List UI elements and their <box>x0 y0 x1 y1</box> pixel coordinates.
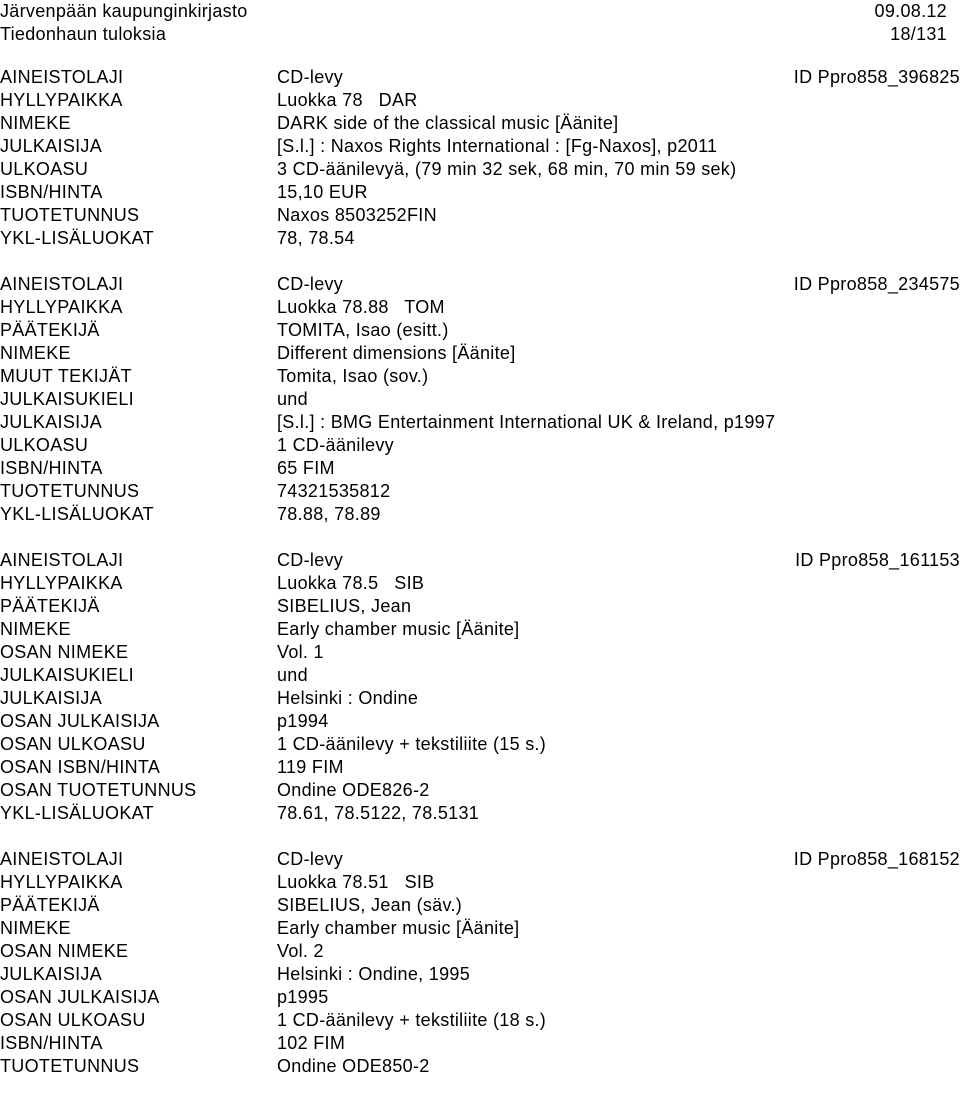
field-label: PÄÄTEKIJÄ <box>0 320 100 340</box>
record-field-row <box>0 1032 960 1055</box>
field-value: DARK side of the classical music [Äänite] <box>277 113 619 133</box>
field-value: 78.88, 78.89 <box>277 504 381 524</box>
record <box>0 66 960 250</box>
field-label: JULKAISUKIELI <box>0 665 134 685</box>
field-label: NIMEKE <box>0 619 71 639</box>
field-label: JULKAISUKIELI <box>0 389 134 409</box>
record-field-row <box>0 871 960 894</box>
record-field-row <box>0 802 960 825</box>
record-field-row <box>0 549 960 572</box>
record-field-row <box>0 365 960 388</box>
field-label: JULKAISIJA <box>0 688 103 708</box>
field-label: ISBN/HINTA <box>0 1033 103 1053</box>
record <box>0 273 960 526</box>
field-label: TUOTETUNNUS <box>0 205 140 225</box>
field-value: CD-levy <box>277 849 344 869</box>
field-value: Vol. 2 <box>277 941 324 961</box>
field-label: AINEISTOLAJI <box>0 67 124 87</box>
field-label: YKL-LISÄLUOKAT <box>0 803 154 823</box>
record-field-row <box>0 227 960 250</box>
field-value: 15,10 EUR <box>277 182 368 202</box>
field-value: Luokka 78.5 SIB <box>277 573 425 593</box>
field-label: HYLLYPAIKKA <box>0 297 123 317</box>
field-label: NIMEKE <box>0 918 71 938</box>
field-value: p1995 <box>277 987 329 1007</box>
field-value: 74321535812 <box>277 481 391 501</box>
record-field-row <box>0 503 960 526</box>
record-field-row <box>0 296 960 319</box>
record <box>0 848 960 1078</box>
record-field-row <box>0 342 960 365</box>
record-field-row <box>0 411 960 434</box>
record-field-row <box>0 204 960 227</box>
field-value: 65 FIM <box>277 458 335 478</box>
field-label: JULKAISIJA <box>0 136 103 156</box>
page-header <box>0 0 960 46</box>
record-field-row <box>0 917 960 940</box>
field-label: ISBN/HINTA <box>0 182 103 202</box>
record-field-row <box>0 848 960 871</box>
field-value: Luokka 78.88 TOM <box>277 297 445 317</box>
field-label: OSAN ISBN/HINTA <box>0 757 161 777</box>
field-label: PÄÄTEKIJÄ <box>0 596 100 616</box>
field-label: OSAN NIMEKE <box>0 941 129 961</box>
field-label: NIMEKE <box>0 113 71 133</box>
record-field-row <box>0 710 960 733</box>
record-field-row <box>0 779 960 802</box>
record-field-row <box>0 664 960 687</box>
record-field-row <box>0 273 960 296</box>
record-id: ID Ppro858_168152 <box>793 849 960 869</box>
field-value: Naxos 8503252FIN <box>277 205 437 225</box>
record-field-row <box>0 66 960 89</box>
field-value: Helsinki : Ondine <box>277 688 419 708</box>
record-field-row <box>0 112 960 135</box>
field-label: OSAN NIMEKE <box>0 642 129 662</box>
record-field-row <box>0 963 960 986</box>
record-field-row <box>0 480 960 503</box>
record-id: ID Ppro858_161153 <box>795 550 960 570</box>
field-value: Luokka 78 DAR <box>277 90 418 110</box>
record-field-row <box>0 457 960 480</box>
page-number: 18/131 <box>890 24 947 44</box>
field-value: 78, 78.54 <box>277 228 355 248</box>
record-field-row <box>0 733 960 756</box>
field-label: YKL-LISÄLUOKAT <box>0 228 154 248</box>
record-field-row <box>0 641 960 664</box>
field-value: Different dimensions [Äänite] <box>277 343 516 363</box>
field-value: 1 CD-äänilevy + tekstiliite (18 s.) <box>277 1010 547 1030</box>
field-label: AINEISTOLAJI <box>0 550 124 570</box>
field-label: ISBN/HINTA <box>0 458 103 478</box>
field-value: SIBELIUS, Jean (säv.) <box>277 895 463 915</box>
field-value: Early chamber music [Äänite] <box>277 918 520 938</box>
field-label: HYLLYPAIKKA <box>0 872 123 892</box>
field-value: Vol. 1 <box>277 642 324 662</box>
field-label: OSAN ULKOASU <box>0 734 146 754</box>
record-field-row <box>0 388 960 411</box>
record-field-row <box>0 687 960 710</box>
field-value: Helsinki : Ondine, 1995 <box>277 964 471 984</box>
record-field-row <box>0 595 960 618</box>
field-label: JULKAISIJA <box>0 964 103 984</box>
field-value: 119 FIM <box>277 757 344 777</box>
field-value: und <box>277 665 308 685</box>
field-label: YKL-LISÄLUOKAT <box>0 504 154 524</box>
field-label: OSAN JULKAISIJA <box>0 987 160 1007</box>
field-value: Luokka 78.51 SIB <box>277 872 435 892</box>
field-value: Tomita, Isao (sov.) <box>277 366 429 386</box>
record-field-row <box>0 135 960 158</box>
field-value: 102 FIM <box>277 1033 346 1053</box>
record-field-row <box>0 158 960 181</box>
field-value: 3 CD-äänilevyä, (79 min 32 sek, 68 min, 70 min 59 sek) <box>277 159 737 179</box>
record-field-row <box>0 756 960 779</box>
field-value: SIBELIUS, Jean <box>277 596 412 616</box>
field-label: AINEISTOLAJI <box>0 849 124 869</box>
field-value: Ondine ODE826-2 <box>277 780 430 800</box>
field-value: CD-levy <box>277 550 344 570</box>
header-row-1 <box>0 0 960 23</box>
field-label: NIMEKE <box>0 343 71 363</box>
field-label: JULKAISIJA <box>0 412 103 432</box>
field-label: TUOTETUNNUS <box>0 481 140 501</box>
record-field-row <box>0 319 960 342</box>
record-field-row <box>0 434 960 457</box>
field-value: [S.l.] : BMG Entertainment International UK & Ireland, p1997 <box>277 412 776 432</box>
field-label: OSAN JULKAISIJA <box>0 711 160 731</box>
report-subtitle: Tiedonhaun tuloksia <box>0 24 167 44</box>
record-list <box>0 66 960 1101</box>
record-id: ID Ppro858_396825 <box>793 67 960 87</box>
field-label: HYLLYPAIKKA <box>0 90 123 110</box>
record-field-row <box>0 618 960 641</box>
field-value: Ondine ODE850-2 <box>277 1056 430 1076</box>
record <box>0 549 960 825</box>
record-field-row <box>0 572 960 595</box>
record-field-row <box>0 940 960 963</box>
record-field-row <box>0 89 960 112</box>
record-field-row <box>0 986 960 1009</box>
record-id: ID Ppro858_234575 <box>793 274 960 294</box>
record-field-row <box>0 894 960 917</box>
field-value: 1 CD-äänilevy + tekstiliite (15 s.) <box>277 734 547 754</box>
field-label: OSAN ULKOASU <box>0 1010 146 1030</box>
field-value: p1994 <box>277 711 329 731</box>
field-label: MUUT TEKIJÄT <box>0 366 132 386</box>
field-label: ULKOASU <box>0 435 89 455</box>
header-row-2 <box>0 23 960 46</box>
field-label: TUOTETUNNUS <box>0 1056 140 1076</box>
field-value: CD-levy <box>277 274 344 294</box>
report-date: 09.08.12 <box>874 1 947 21</box>
record-field-row <box>0 1055 960 1078</box>
field-value: Early chamber music [Äänite] <box>277 619 520 639</box>
field-value: [S.l.] : Naxos Rights International : [Fg-Naxos], p2011 <box>277 136 718 156</box>
field-label: ULKOASU <box>0 159 89 179</box>
library-name: Järvenpään kaupunginkirjasto <box>0 1 248 21</box>
record-field-row <box>0 181 960 204</box>
field-value: TOMITA, Isao (esitt.) <box>277 320 449 340</box>
field-value: 78.61, 78.5122, 78.5131 <box>277 803 480 823</box>
field-value: 1 CD-äänilevy <box>277 435 394 455</box>
field-value: CD-levy <box>277 67 344 87</box>
field-label: HYLLYPAIKKA <box>0 573 123 593</box>
field-label: AINEISTOLAJI <box>0 274 124 294</box>
field-label: OSAN TUOTETUNNUS <box>0 780 197 800</box>
field-value: und <box>277 389 308 409</box>
field-label: PÄÄTEKIJÄ <box>0 895 100 915</box>
record-field-row <box>0 1009 960 1032</box>
